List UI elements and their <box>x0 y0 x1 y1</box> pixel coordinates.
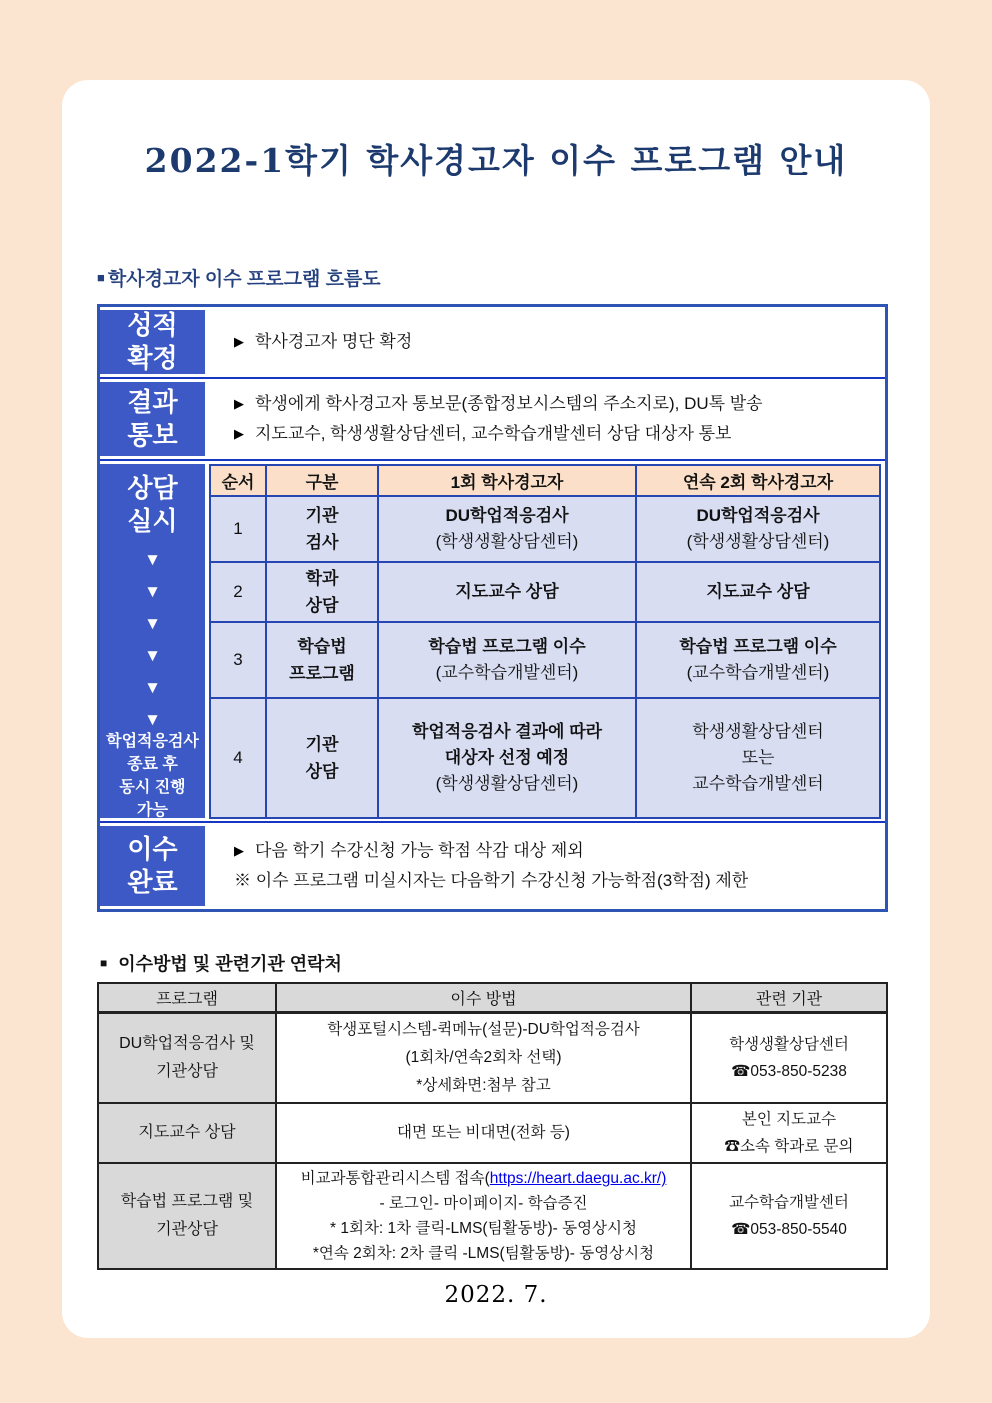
cell-sub-line: (학생생활상담센터) <box>686 532 830 551</box>
order-cell: 2 <box>210 562 266 622</box>
program-line: DU학업적응검사 및 <box>119 1035 255 1052</box>
down-arrow-icon: ▼ <box>144 614 161 633</box>
organization-name: 학생생활상담센터 <box>729 1036 849 1053</box>
program-line: 지도교수 상담 <box>138 1124 236 1141</box>
category-line: 학과 <box>305 569 339 588</box>
cell-sub-line: 학생생활상담센터 <box>692 722 824 741</box>
organization-name: 교수학습개발센터 <box>729 1194 849 1211</box>
counseling-row-2 <box>210 562 880 622</box>
arrow-bullet-icon: ▶ <box>234 843 244 858</box>
arrow-bullet-icon: ▶ <box>234 426 244 441</box>
step-label-line: 상담 <box>127 473 178 503</box>
flow-step-label-cell <box>100 379 208 459</box>
flow-line-text: 지도교수, 학생생활상담센터, 교수학습개발센터 상담 대상자 통보 <box>255 424 732 443</box>
phone-number: 소속 학과로 문의 <box>740 1138 854 1155</box>
flow-line-text: 학사경고자 명단 확정 <box>255 332 413 351</box>
phone-icon: ☎ <box>731 1221 751 1238</box>
program-line: 기관상담 <box>156 1221 218 1238</box>
organization-cell <box>691 1103 887 1163</box>
second-warning-cell <box>636 698 880 818</box>
counseling-row-1 <box>210 496 880 562</box>
side-note-line: 종료 후 <box>127 756 178 773</box>
category-cell <box>266 562 378 622</box>
flow-note-line: ※ 이수 프로그램 미실시자는 다음학기 수강신청 가능학점(3학점) 제한 <box>234 871 749 890</box>
method-cell <box>276 1013 691 1104</box>
col-header-program: 프로그램 <box>98 983 276 1013</box>
category-line: 상담 <box>305 762 339 781</box>
phone-icon: ☎ <box>731 1063 751 1080</box>
contact-section-heading-text: 이수방법 및 관련기관 연락처 <box>118 954 342 974</box>
organization-cell <box>691 1163 887 1269</box>
second-warning-cell <box>636 622 880 698</box>
down-arrow-icon: ▼ <box>144 710 161 729</box>
side-note-line: 동시 진행 <box>119 779 186 796</box>
flow-line-text: 학생에게 학사경고자 통보문(종합정보시스템의 주소지로), DU톡 발송 <box>255 394 763 413</box>
first-warning-cell <box>378 698 636 818</box>
order-cell: 1 <box>210 496 266 562</box>
flow-side-note <box>106 730 199 830</box>
cell-sub-line: (교수학습개발센터) <box>435 663 579 682</box>
contact-row-du-test <box>98 1013 887 1104</box>
method-line <box>279 1166 688 1191</box>
side-note-line: 가능 <box>137 802 168 819</box>
second-warning-cell <box>636 562 880 622</box>
order-cell: 3 <box>210 622 266 698</box>
category-line: 상담 <box>305 596 339 615</box>
col-header-first-warning: 1회 학사경고자 <box>378 465 636 496</box>
organization-name: 본인 지도교수 <box>741 1111 837 1128</box>
phone-number: 053-850-5238 <box>750 1063 847 1080</box>
step-label-line: 이수 <box>127 834 178 864</box>
category-cell <box>266 698 378 818</box>
step-label-line: 결과 <box>127 387 178 417</box>
side-note-line: 학업적응검사 <box>106 733 199 750</box>
col-header-organization: 관련 기관 <box>691 983 887 1013</box>
cell-main-line: DU학업적응검사 <box>696 506 820 525</box>
method-line: *상세화면:첨부 참고 <box>416 1077 551 1094</box>
step-label-line: 완료 <box>127 867 178 897</box>
cell-sub-line: (학생생활상담센터) <box>435 774 579 793</box>
first-warning-cell <box>378 562 636 622</box>
program-cell <box>98 1163 276 1269</box>
flow-row-result-notice <box>100 377 885 459</box>
organization-phone <box>694 1216 884 1243</box>
flow-row-content <box>208 823 885 909</box>
order-cell: 4 <box>210 698 266 818</box>
method-line: * 1회차: 1차 클릭-LMS(팀활동방)- 동영상시청 <box>330 1220 637 1237</box>
flow-step-counseling-label <box>100 464 205 818</box>
contact-table-header-row <box>98 983 887 1013</box>
flow-step-label-cell <box>100 823 208 909</box>
counseling-row-3 <box>210 622 880 698</box>
contact-row-advisor <box>98 1103 887 1163</box>
page-title: 2022-1학기 학사경고자 이수 프로그램 안내 <box>144 141 848 180</box>
flow-arrow-stack <box>144 550 161 730</box>
category-line: 기관 <box>305 506 339 525</box>
down-arrow-icon: ▼ <box>144 646 161 665</box>
contact-table <box>97 982 888 1270</box>
flow-section-heading-text: 학사경고자 이수 프로그램 흐름도 <box>107 269 381 290</box>
col-header-method: 이수 방법 <box>276 983 691 1013</box>
method-cell <box>276 1103 691 1163</box>
flow-step-result-notice-label <box>100 382 205 456</box>
organization-phone <box>694 1058 884 1085</box>
footer-date: 2022. 7. <box>444 1282 548 1308</box>
flow-row-content <box>208 461 885 821</box>
down-arrow-icon: ▼ <box>144 550 161 569</box>
cell-sub-line: (학생생활상담센터) <box>435 532 579 551</box>
document-card <box>62 80 930 1338</box>
step-label-line: 실시 <box>127 506 178 536</box>
organization-cell <box>691 1013 887 1104</box>
program-line: 학습법 프로그램 및 <box>120 1193 254 1210</box>
flow-row-grade-confirm <box>100 307 885 377</box>
first-warning-cell <box>378 496 636 562</box>
flow-step-grade-confirm-label <box>100 310 205 374</box>
down-arrow-icon: ▼ <box>144 678 161 697</box>
cell-sub-line: (교수학습개발센터) <box>686 663 830 682</box>
down-arrow-icon: ▼ <box>144 582 161 601</box>
counseling-row-4 <box>210 698 880 818</box>
contact-section-heading <box>100 950 342 976</box>
flow-line-text: 다음 학기 수강신청 가능 학점 삭감 대상 제외 <box>255 841 584 860</box>
cell-main-line: 학업적응검사 결과에 따라 <box>411 722 603 741</box>
organization-phone <box>694 1133 884 1160</box>
col-header-category: 구분 <box>266 465 378 496</box>
method-line-text: 비교과통합관리시스템 접속( <box>300 1170 490 1187</box>
step-label-line: 확정 <box>127 343 178 373</box>
phone-icon: ☎ <box>724 1138 741 1155</box>
cell-main-line: DU학업적응검사 <box>445 506 569 525</box>
flow-line <box>234 419 885 449</box>
method-cell <box>276 1163 691 1269</box>
phone-number: 053-850-5540 <box>750 1221 847 1238</box>
cell-sub-line: 또는 <box>741 748 775 767</box>
program-cell <box>98 1103 276 1163</box>
step-label-line: 성적 <box>127 310 178 340</box>
contact-row-learning-program <box>98 1163 887 1269</box>
category-line: 프로그램 <box>289 664 355 683</box>
flow-row-completion <box>100 821 885 909</box>
cell-main-line: 지도교수 상담 <box>455 582 559 601</box>
flow-row-content <box>208 307 885 377</box>
flow-table <box>97 304 888 912</box>
category-line: 검사 <box>305 533 339 552</box>
counseling-table-header-row <box>210 465 880 496</box>
cell-sub-line: 교수학습개발센터 <box>692 774 824 793</box>
program-line: 기관상담 <box>156 1063 218 1080</box>
flow-section-heading <box>97 264 381 291</box>
program-cell <box>98 1013 276 1104</box>
step-label-line: 통보 <box>127 420 178 450</box>
flow-line <box>234 836 885 866</box>
counseling-table <box>209 464 881 819</box>
flow-step-completion-label <box>100 826 205 906</box>
cell-main-line: 학습법 프로그램 이수 <box>428 637 586 656</box>
category-cell <box>266 622 378 698</box>
flow-line <box>234 327 885 357</box>
cell-main-line: 지도교수 상담 <box>706 582 810 601</box>
flow-step-label-cell <box>100 461 208 821</box>
method-line: 학생포털시스템-퀵메뉴(설문)-DU학업적응검사 <box>327 1021 640 1038</box>
cell-main-line: 학습법 프로그램 이수 <box>679 637 837 656</box>
method-line: (1회차/연속2회차 선택) <box>405 1049 562 1066</box>
category-line: 기관 <box>305 735 339 754</box>
method-line: *연속 2회차: 2차 클릭 -LMS(팀활동방)- 동영상시청 <box>312 1245 655 1262</box>
second-warning-cell <box>636 496 880 562</box>
heart-system-link[interactable]: https://heart.daegu.ac.kr/) <box>489 1170 667 1187</box>
flow-row-content <box>208 379 885 459</box>
method-line: - 로그인- 마이페이지- 학습증진 <box>379 1195 588 1212</box>
flow-step-label-cell <box>100 307 208 377</box>
category-line: 학습법 <box>297 637 347 656</box>
arrow-bullet-icon: ▶ <box>234 334 244 349</box>
col-header-order: 순서 <box>210 465 266 496</box>
flow-line <box>234 389 885 419</box>
method-line: 대면 또는 비대면(전화 등) <box>397 1124 570 1141</box>
square-bullet-icon: ■ <box>100 956 108 970</box>
square-bullet-icon: ■ <box>97 270 105 285</box>
category-cell <box>266 496 378 562</box>
cell-main-line: 대상자 선정 예정 <box>444 748 570 767</box>
flow-row-counseling <box>100 459 885 821</box>
first-warning-cell <box>378 622 636 698</box>
arrow-bullet-icon: ▶ <box>234 396 244 411</box>
col-header-second-warning: 연속 2회 학사경고자 <box>636 465 880 496</box>
